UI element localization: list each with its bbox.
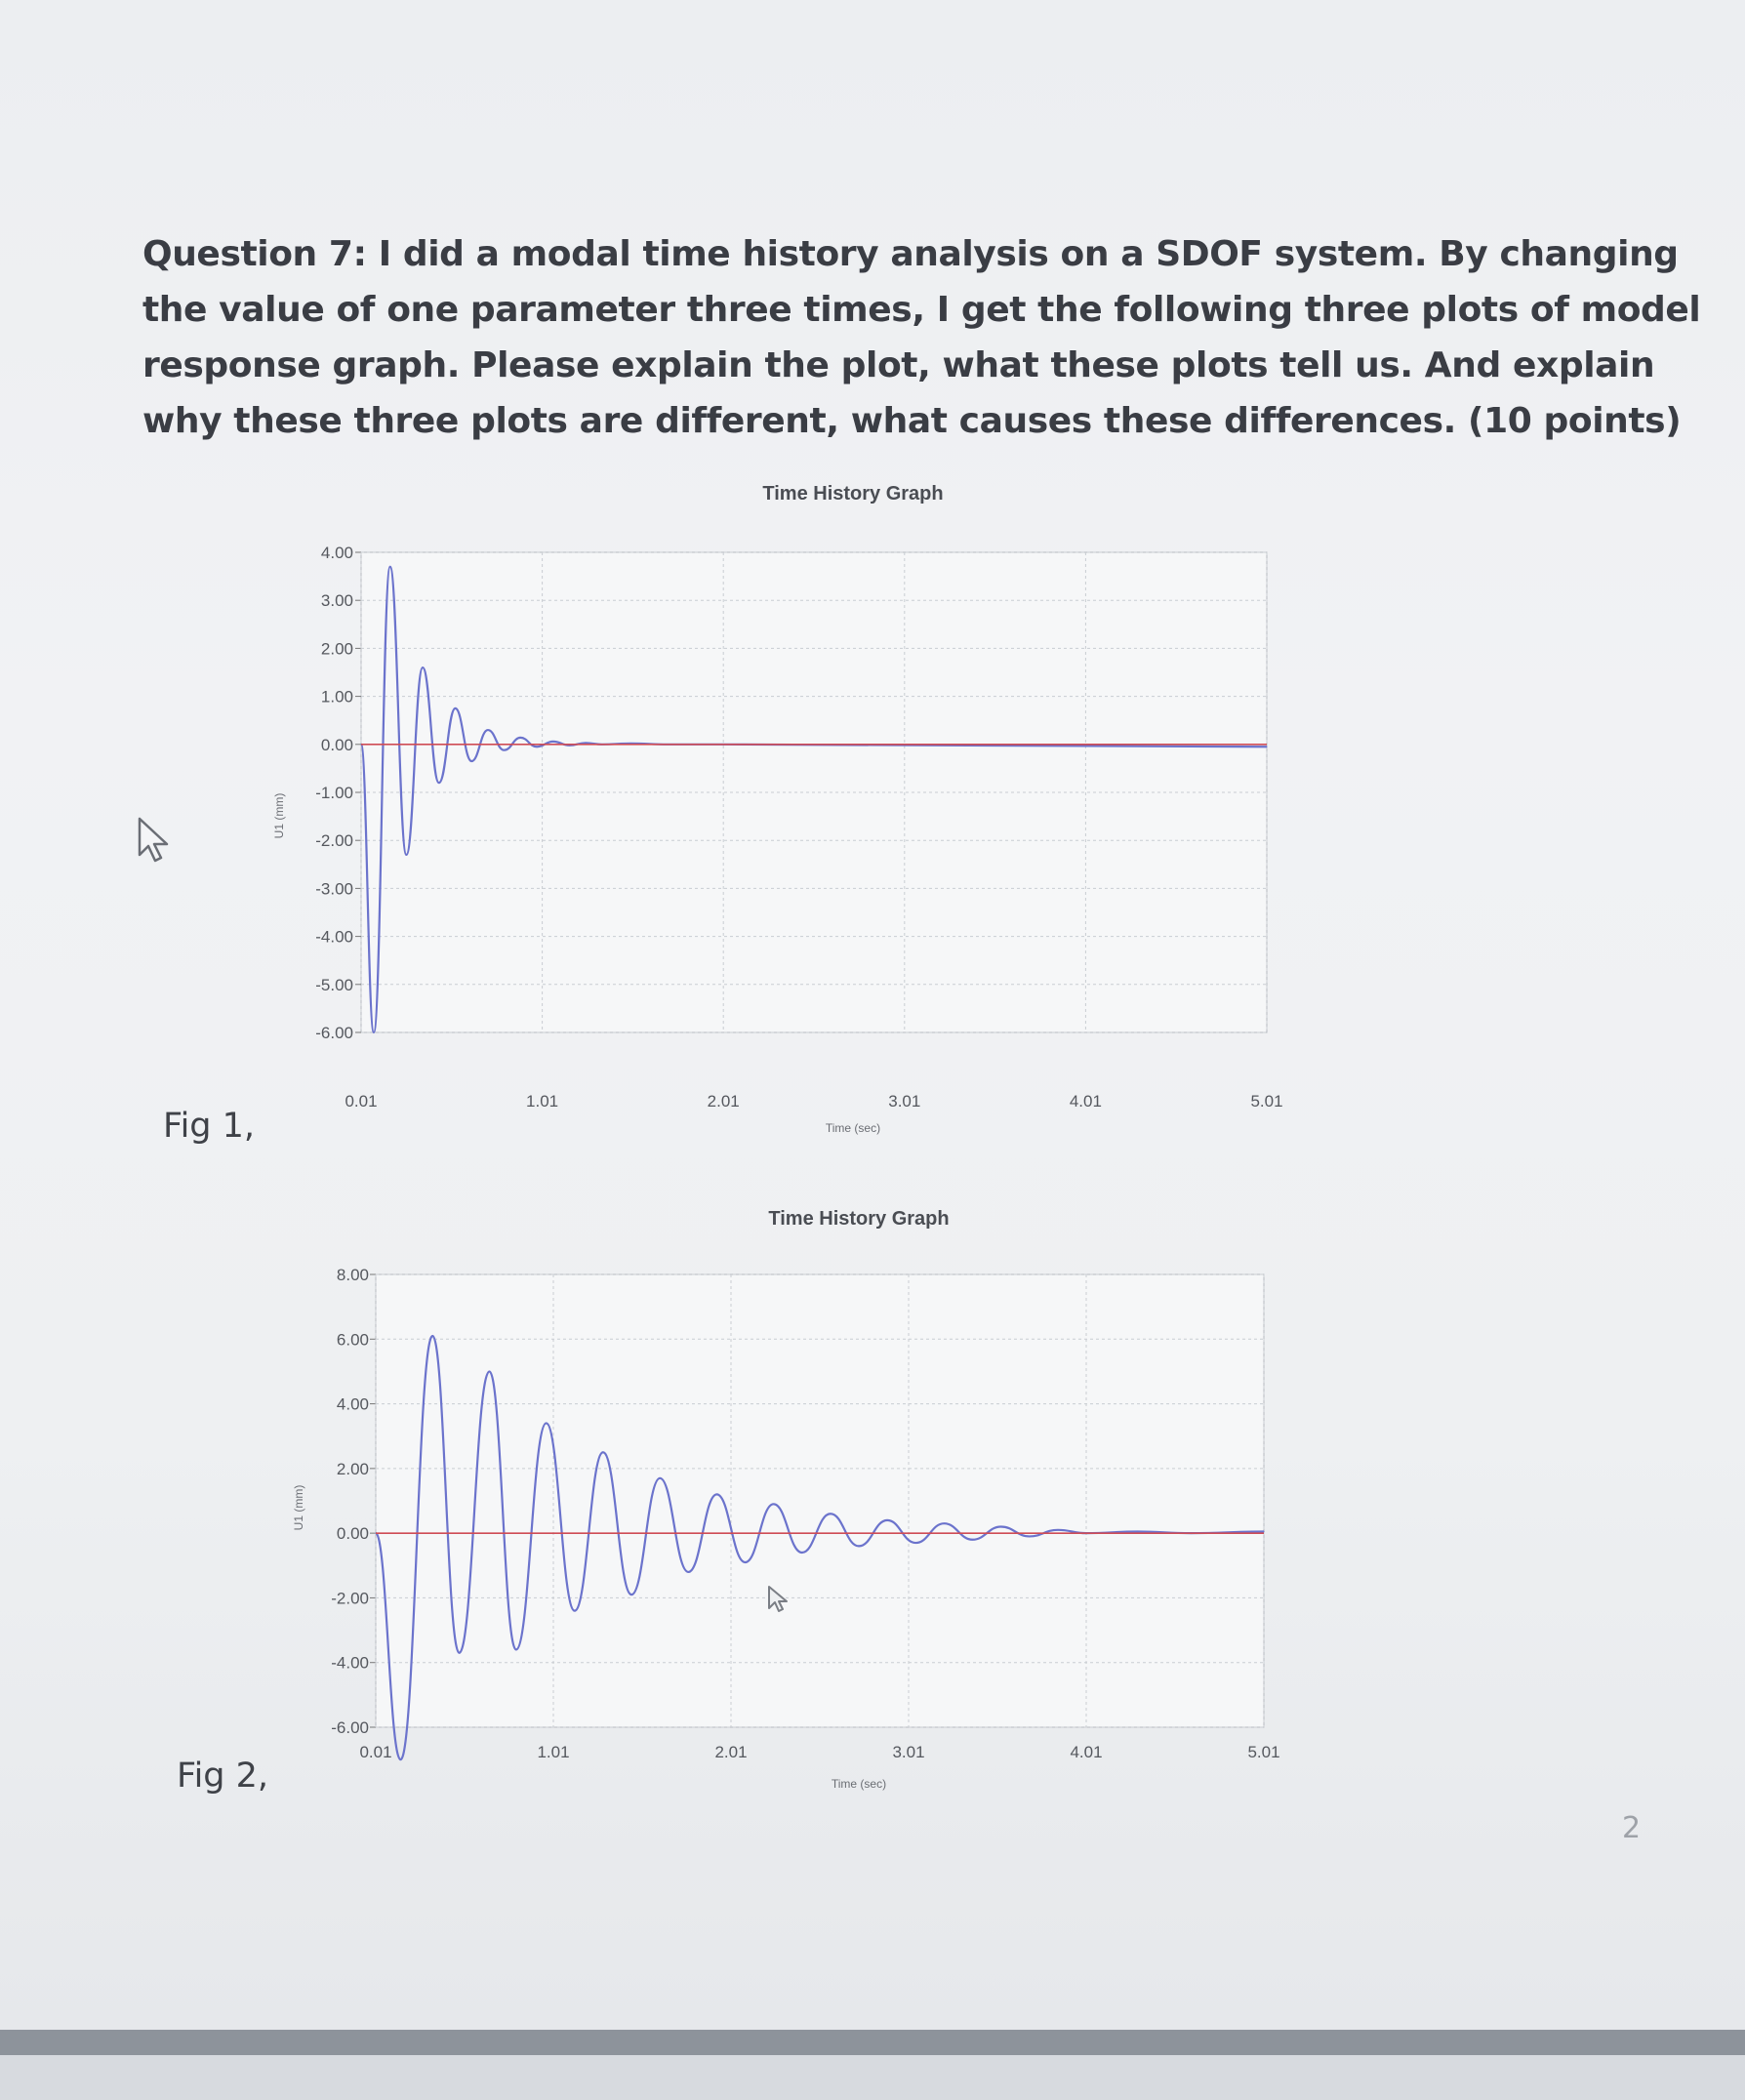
y-tick-label: 4.00 [320,544,353,562]
y-tick-label: 4.00 [336,1394,369,1414]
response-data-point [574,1610,576,1612]
y-tick-label: 0.00 [320,735,353,754]
x-axis-label: Time (sec) [825,1121,881,1135]
x-tick-label: 4.01 [1070,1743,1103,1761]
bottom-strip [0,2055,1745,2100]
x-tick-label: 0.01 [345,1092,378,1111]
question-text: Question 7: I did a modal time history analysis on a SDOF system. By changing the value of one parameter three times, I get the following three plots of model response graph. Please explain the plot, what these plots tell us. And explain why these three plots are different, what causes these differences. (10 points) [142,234,1701,441]
y-tick-label: -6.00 [315,1024,353,1042]
x-axis-label: Time (sec) [831,1777,887,1791]
y-tick-label: -4.00 [331,1653,369,1673]
plot-area [376,1274,1264,1727]
response-data-point [773,1504,775,1506]
response-data-point [515,1649,517,1651]
x-tick-label: 3.01 [892,1743,925,1761]
response-data-point [688,1571,690,1573]
response-data-point [745,1561,747,1563]
x-tick-label: 4.01 [1069,1092,1102,1111]
y-tick-label: -4.00 [315,927,353,947]
x-tick-label: 1.01 [537,1743,570,1761]
x-tick-label: 3.01 [888,1092,921,1111]
y-tick-label: 2.00 [336,1459,369,1478]
response-data-point [801,1552,803,1554]
response-data-point [546,1423,548,1425]
x-tick-label: 2.01 [707,1092,740,1111]
y-tick-label: 1.00 [320,687,353,707]
response-data-point [400,1758,402,1760]
y-axis-label: U1 (mm) [292,1484,305,1531]
x-tick-label: 5.01 [1250,1092,1283,1111]
response-data-point [459,1652,461,1654]
fig-2-label: Fig 2, [177,1757,269,1796]
pointer-cursor-icon [767,1585,791,1614]
response-data-point [630,1594,632,1595]
y-tick-label: 6.00 [336,1330,369,1350]
y-tick-label: 3.00 [320,591,353,611]
y-tick-label: -2.00 [331,1589,369,1608]
y-tick-label: -6.00 [331,1718,369,1737]
y-tick-label: 8.00 [336,1266,369,1284]
y-tick-label: 0.00 [336,1524,369,1544]
x-tick-label: 5.01 [1247,1743,1280,1761]
response-data-point [1057,1529,1059,1531]
page-number: 2 [1622,1811,1642,1845]
x-tick-label: 2.01 [714,1743,748,1761]
response-data-point [1263,1531,1265,1533]
y-tick-label: -2.00 [315,831,353,851]
response-data-point [659,1477,661,1479]
chart-title: Time History Graph [768,1208,950,1230]
y-tick-label: -5.00 [315,975,353,994]
fig-1-label: Fig 1, [163,1107,256,1146]
y-tick-label: 2.00 [320,639,353,659]
response-data-point [1029,1536,1031,1538]
response-data-point [489,1371,491,1373]
y-axis-label: U1 (mm) [272,792,286,839]
response-data-point [1137,1531,1139,1533]
response-data-point [1000,1526,1002,1528]
x-tick-label: 1.01 [526,1092,559,1111]
chart-title: Time History Graph [762,483,944,505]
response-data-point [830,1513,832,1514]
response-data-point [716,1494,718,1496]
response-data-point [944,1522,946,1524]
response-data-point [602,1451,604,1453]
response-data-point [914,1542,916,1544]
y-tick-label: -1.00 [315,784,353,802]
response-data-point [972,1539,974,1541]
response-data-point [431,1335,433,1337]
response-data-point [886,1519,888,1521]
bottom-bezel [0,2030,1745,2055]
x-tick-label: 0.01 [359,1743,392,1761]
response-data-point [858,1546,860,1548]
y-tick-label: -3.00 [315,879,353,899]
